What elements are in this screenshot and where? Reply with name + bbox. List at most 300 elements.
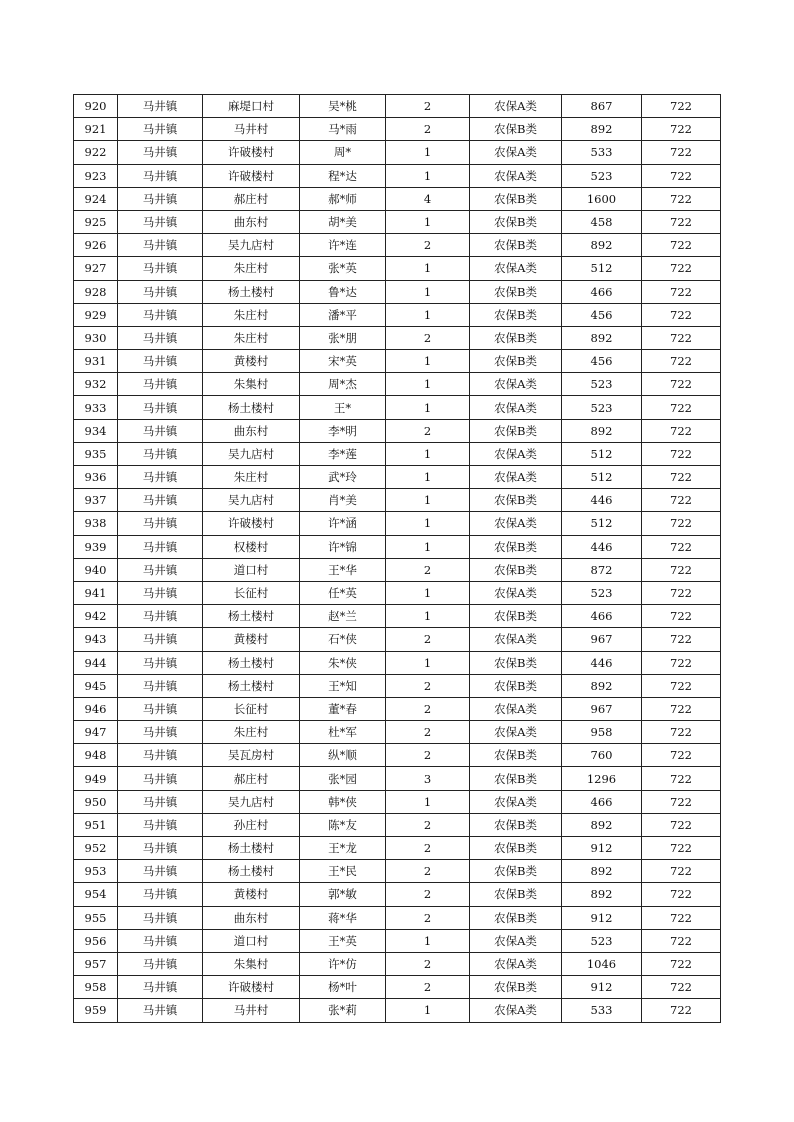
cell-standard: 722 — [642, 466, 721, 489]
cell-category: 农保B类 — [470, 906, 562, 929]
cell-standard: 722 — [642, 512, 721, 535]
cell-count: 1 — [386, 373, 470, 396]
cell-count: 1 — [386, 535, 470, 558]
cell-town: 马井镇 — [118, 790, 203, 813]
cell-town: 马井镇 — [118, 999, 203, 1022]
cell-town: 马井镇 — [118, 118, 203, 141]
cell-standard: 722 — [642, 883, 721, 906]
cell-name: 李*明 — [300, 419, 386, 442]
table-row — [74, 187, 721, 210]
cell-amount: 512 — [562, 442, 642, 465]
cell-count: 2 — [386, 976, 470, 999]
cell-category: 农保A类 — [470, 512, 562, 535]
table-row — [74, 651, 721, 674]
cell-village: 长征村 — [203, 581, 300, 604]
cell-standard: 722 — [642, 628, 721, 651]
cell-count: 4 — [386, 187, 470, 210]
cell-no: 925 — [74, 210, 118, 233]
cell-name: 潘*平 — [300, 303, 386, 326]
cell-count: 1 — [386, 651, 470, 674]
cell-no: 923 — [74, 164, 118, 187]
cell-no: 953 — [74, 860, 118, 883]
cell-village: 朱庄村 — [203, 303, 300, 326]
cell-town: 马井镇 — [118, 883, 203, 906]
cell-name: 吴*桃 — [300, 95, 386, 118]
cell-amount: 523 — [562, 396, 642, 419]
cell-count: 2 — [386, 721, 470, 744]
cell-village: 许破楼村 — [203, 512, 300, 535]
cell-village: 曲东村 — [203, 906, 300, 929]
cell-amount: 458 — [562, 210, 642, 233]
table-row — [74, 489, 721, 512]
table-row — [74, 141, 721, 164]
table-row — [74, 605, 721, 628]
cell-name: 任*英 — [300, 581, 386, 604]
table-row — [74, 837, 721, 860]
cell-amount: 1296 — [562, 767, 642, 790]
cell-no: 955 — [74, 906, 118, 929]
table-row — [74, 767, 721, 790]
cell-village: 朱庄村 — [203, 721, 300, 744]
cell-count: 2 — [386, 813, 470, 836]
cell-amount: 892 — [562, 326, 642, 349]
cell-amount: 872 — [562, 558, 642, 581]
cell-standard: 722 — [642, 837, 721, 860]
cell-village: 长征村 — [203, 697, 300, 720]
cell-amount: 466 — [562, 790, 642, 813]
cell-standard: 722 — [642, 280, 721, 303]
cell-village: 郝庄村 — [203, 187, 300, 210]
table-row — [74, 303, 721, 326]
cell-name: 董*春 — [300, 697, 386, 720]
cell-town: 马井镇 — [118, 326, 203, 349]
table-row — [74, 164, 721, 187]
cell-standard: 722 — [642, 419, 721, 442]
cell-amount: 533 — [562, 141, 642, 164]
cell-village: 曲东村 — [203, 419, 300, 442]
cell-category: 农保B类 — [470, 605, 562, 628]
cell-no: 920 — [74, 95, 118, 118]
cell-category: 农保A类 — [470, 95, 562, 118]
cell-name: 肖*美 — [300, 489, 386, 512]
cell-village: 孙庄村 — [203, 813, 300, 836]
cell-name: 蒋*华 — [300, 906, 386, 929]
table-row — [74, 535, 721, 558]
cell-name: 鲁*达 — [300, 280, 386, 303]
cell-no: 945 — [74, 674, 118, 697]
cell-name: 张*英 — [300, 257, 386, 280]
cell-name: 王*英 — [300, 929, 386, 952]
cell-amount: 523 — [562, 373, 642, 396]
cell-amount: 456 — [562, 303, 642, 326]
cell-village: 黄楼村 — [203, 883, 300, 906]
cell-town: 马井镇 — [118, 512, 203, 535]
cell-name: 李*莲 — [300, 442, 386, 465]
cell-town: 马井镇 — [118, 837, 203, 860]
cell-name: 周* — [300, 141, 386, 164]
cell-standard: 722 — [642, 952, 721, 975]
cell-village: 杨土楼村 — [203, 396, 300, 419]
cell-no: 958 — [74, 976, 118, 999]
table-row — [74, 95, 721, 118]
cell-name: 石*侠 — [300, 628, 386, 651]
cell-category: 农保A类 — [470, 373, 562, 396]
cell-name: 王*龙 — [300, 837, 386, 860]
cell-name: 王* — [300, 396, 386, 419]
cell-count: 1 — [386, 210, 470, 233]
table-row — [74, 813, 721, 836]
cell-name: 许*锦 — [300, 535, 386, 558]
cell-amount: 446 — [562, 651, 642, 674]
cell-no: 935 — [74, 442, 118, 465]
cell-no: 938 — [74, 512, 118, 535]
cell-town: 马井镇 — [118, 466, 203, 489]
cell-category: 农保B类 — [470, 187, 562, 210]
cell-amount: 967 — [562, 628, 642, 651]
cell-no: 948 — [74, 744, 118, 767]
table-row — [74, 906, 721, 929]
table-row — [74, 210, 721, 233]
cell-village: 权楼村 — [203, 535, 300, 558]
cell-category: 农保A类 — [470, 466, 562, 489]
cell-village: 马井村 — [203, 999, 300, 1022]
cell-amount: 512 — [562, 257, 642, 280]
cell-standard: 722 — [642, 326, 721, 349]
cell-village: 道口村 — [203, 558, 300, 581]
cell-village: 道口村 — [203, 929, 300, 952]
cell-no: 941 — [74, 581, 118, 604]
table-row — [74, 373, 721, 396]
cell-standard: 722 — [642, 999, 721, 1022]
cell-count: 2 — [386, 906, 470, 929]
cell-town: 马井镇 — [118, 373, 203, 396]
cell-count: 2 — [386, 419, 470, 442]
cell-village: 杨土楼村 — [203, 860, 300, 883]
cell-name: 许*连 — [300, 234, 386, 257]
cell-amount: 466 — [562, 605, 642, 628]
cell-amount: 912 — [562, 906, 642, 929]
cell-standard: 722 — [642, 929, 721, 952]
table-row — [74, 396, 721, 419]
cell-no: 933 — [74, 396, 118, 419]
cell-no: 954 — [74, 883, 118, 906]
cell-village: 麻堤口村 — [203, 95, 300, 118]
cell-name: 程*达 — [300, 164, 386, 187]
cell-village: 许破楼村 — [203, 141, 300, 164]
cell-category: 农保B类 — [470, 303, 562, 326]
cell-category: 农保B类 — [470, 744, 562, 767]
table-row — [74, 466, 721, 489]
cell-village: 吴瓦房村 — [203, 744, 300, 767]
cell-standard: 722 — [642, 744, 721, 767]
cell-name: 陈*友 — [300, 813, 386, 836]
cell-count: 1 — [386, 999, 470, 1022]
table-row — [74, 721, 721, 744]
cell-category: 农保A类 — [470, 929, 562, 952]
cell-category: 农保A类 — [470, 141, 562, 164]
cell-standard: 722 — [642, 906, 721, 929]
cell-standard: 722 — [642, 976, 721, 999]
cell-count: 1 — [386, 489, 470, 512]
cell-standard: 722 — [642, 210, 721, 233]
cell-category: 农保B类 — [470, 210, 562, 233]
cell-standard: 722 — [642, 674, 721, 697]
table-row — [74, 697, 721, 720]
cell-town: 马井镇 — [118, 744, 203, 767]
cell-category: 农保B类 — [470, 674, 562, 697]
cell-standard: 722 — [642, 350, 721, 373]
cell-no: 951 — [74, 813, 118, 836]
cell-category: 农保A类 — [470, 581, 562, 604]
cell-count: 1 — [386, 605, 470, 628]
cell-count: 1 — [386, 581, 470, 604]
cell-amount: 892 — [562, 674, 642, 697]
cell-category: 农保A类 — [470, 442, 562, 465]
cell-category: 农保A类 — [470, 790, 562, 813]
cell-village: 朱集村 — [203, 373, 300, 396]
cell-name: 张*园 — [300, 767, 386, 790]
cell-name: 武*玲 — [300, 466, 386, 489]
cell-amount: 892 — [562, 883, 642, 906]
cell-no: 928 — [74, 280, 118, 303]
cell-category: 农保A类 — [470, 697, 562, 720]
cell-standard: 722 — [642, 95, 721, 118]
cell-no: 939 — [74, 535, 118, 558]
cell-town: 马井镇 — [118, 581, 203, 604]
cell-town: 马井镇 — [118, 95, 203, 118]
cell-town: 马井镇 — [118, 674, 203, 697]
cell-standard: 722 — [642, 141, 721, 164]
cell-no: 957 — [74, 952, 118, 975]
cell-amount: 892 — [562, 813, 642, 836]
cell-standard: 722 — [642, 860, 721, 883]
cell-town: 马井镇 — [118, 628, 203, 651]
cell-village: 马井村 — [203, 118, 300, 141]
cell-name: 杨*叶 — [300, 976, 386, 999]
cell-no: 943 — [74, 628, 118, 651]
cell-town: 马井镇 — [118, 141, 203, 164]
cell-count: 2 — [386, 744, 470, 767]
cell-count: 2 — [386, 95, 470, 118]
cell-village: 黄楼村 — [203, 628, 300, 651]
table-row — [74, 674, 721, 697]
cell-amount: 523 — [562, 581, 642, 604]
cell-category: 农保B类 — [470, 234, 562, 257]
cell-no: 937 — [74, 489, 118, 512]
table-row — [74, 442, 721, 465]
cell-no: 930 — [74, 326, 118, 349]
cell-no: 921 — [74, 118, 118, 141]
cell-amount: 466 — [562, 280, 642, 303]
cell-no: 946 — [74, 697, 118, 720]
cell-standard: 722 — [642, 721, 721, 744]
cell-name: 杜*军 — [300, 721, 386, 744]
cell-village: 杨土楼村 — [203, 837, 300, 860]
cell-category: 农保A类 — [470, 164, 562, 187]
cell-village: 杨土楼村 — [203, 651, 300, 674]
cell-town: 马井镇 — [118, 558, 203, 581]
cell-town: 马井镇 — [118, 605, 203, 628]
cell-name: 王*民 — [300, 860, 386, 883]
table-row — [74, 419, 721, 442]
cell-name: 宋*英 — [300, 350, 386, 373]
cell-amount: 867 — [562, 95, 642, 118]
cell-town: 马井镇 — [118, 419, 203, 442]
cell-village: 朱庄村 — [203, 257, 300, 280]
cell-no: 952 — [74, 837, 118, 860]
cell-town: 马井镇 — [118, 697, 203, 720]
cell-town: 马井镇 — [118, 929, 203, 952]
table-row — [74, 280, 721, 303]
cell-amount: 512 — [562, 512, 642, 535]
cell-count: 1 — [386, 164, 470, 187]
cell-category: 农保B类 — [470, 813, 562, 836]
cell-standard: 722 — [642, 535, 721, 558]
cell-standard: 722 — [642, 187, 721, 210]
cell-town: 马井镇 — [118, 164, 203, 187]
table-row — [74, 628, 721, 651]
cell-no: 940 — [74, 558, 118, 581]
cell-village: 郝庄村 — [203, 767, 300, 790]
table-row — [74, 118, 721, 141]
cell-amount: 523 — [562, 929, 642, 952]
cell-no: 929 — [74, 303, 118, 326]
cell-category: 农保B类 — [470, 118, 562, 141]
cell-name: 许*涵 — [300, 512, 386, 535]
table-row — [74, 581, 721, 604]
cell-standard: 722 — [642, 234, 721, 257]
cell-standard: 722 — [642, 813, 721, 836]
cell-standard: 722 — [642, 558, 721, 581]
cell-count: 1 — [386, 303, 470, 326]
cell-town: 马井镇 — [118, 257, 203, 280]
cell-category: 农保B类 — [470, 326, 562, 349]
table-row — [74, 512, 721, 535]
cell-category: 农保A类 — [470, 721, 562, 744]
cell-town: 马井镇 — [118, 396, 203, 419]
cell-count: 3 — [386, 767, 470, 790]
table-row — [74, 558, 721, 581]
table-row — [74, 744, 721, 767]
cell-village: 吴九店村 — [203, 234, 300, 257]
cell-amount: 760 — [562, 744, 642, 767]
table-row — [74, 257, 721, 280]
cell-name: 许*仿 — [300, 952, 386, 975]
cell-village: 黄楼村 — [203, 350, 300, 373]
cell-town: 马井镇 — [118, 187, 203, 210]
cell-name: 纵*顺 — [300, 744, 386, 767]
cell-no: 932 — [74, 373, 118, 396]
table-row — [74, 790, 721, 813]
cell-name: 张*莉 — [300, 999, 386, 1022]
cell-category: 农保B类 — [470, 280, 562, 303]
cell-count: 2 — [386, 860, 470, 883]
cell-standard: 722 — [642, 164, 721, 187]
cell-village: 杨土楼村 — [203, 605, 300, 628]
cell-town: 马井镇 — [118, 976, 203, 999]
cell-category: 农保A类 — [470, 952, 562, 975]
cell-name: 赵*兰 — [300, 605, 386, 628]
cell-town: 马井镇 — [118, 952, 203, 975]
cell-count: 1 — [386, 280, 470, 303]
cell-category: 农保B类 — [470, 976, 562, 999]
cell-amount: 446 — [562, 535, 642, 558]
cell-standard: 722 — [642, 303, 721, 326]
cell-category: 农保A类 — [470, 628, 562, 651]
cell-count: 2 — [386, 326, 470, 349]
cell-count: 1 — [386, 257, 470, 280]
table-row — [74, 883, 721, 906]
cell-count: 1 — [386, 141, 470, 164]
cell-town: 马井镇 — [118, 489, 203, 512]
cell-amount: 533 — [562, 999, 642, 1022]
cell-amount: 958 — [562, 721, 642, 744]
cell-standard: 722 — [642, 581, 721, 604]
cell-count: 1 — [386, 350, 470, 373]
cell-name: 张*朋 — [300, 326, 386, 349]
cell-name: 胡*美 — [300, 210, 386, 233]
cell-count: 2 — [386, 558, 470, 581]
cell-category: 农保B类 — [470, 419, 562, 442]
cell-village: 吴九店村 — [203, 790, 300, 813]
cell-town: 马井镇 — [118, 906, 203, 929]
cell-village: 曲东村 — [203, 210, 300, 233]
table-row — [74, 860, 721, 883]
table-row — [74, 976, 721, 999]
cell-category: 农保B类 — [470, 767, 562, 790]
table-row — [74, 999, 721, 1022]
table-row — [74, 234, 721, 257]
cell-category: 农保B类 — [470, 651, 562, 674]
cell-town: 马井镇 — [118, 860, 203, 883]
cell-amount: 967 — [562, 697, 642, 720]
cell-count: 2 — [386, 674, 470, 697]
cell-town: 马井镇 — [118, 303, 203, 326]
cell-count: 2 — [386, 883, 470, 906]
cell-category: 农保B类 — [470, 883, 562, 906]
table-row — [74, 326, 721, 349]
cell-standard: 722 — [642, 767, 721, 790]
cell-category: 农保B类 — [470, 860, 562, 883]
cell-count: 2 — [386, 952, 470, 975]
cell-count: 1 — [386, 512, 470, 535]
cell-no: 949 — [74, 767, 118, 790]
cell-standard: 722 — [642, 257, 721, 280]
cell-category: 农保A类 — [470, 257, 562, 280]
cell-town: 马井镇 — [118, 767, 203, 790]
cell-name: 马*雨 — [300, 118, 386, 141]
cell-amount: 446 — [562, 489, 642, 512]
cell-count: 2 — [386, 628, 470, 651]
cell-count: 2 — [386, 837, 470, 860]
cell-category: 农保B类 — [470, 350, 562, 373]
cell-no: 927 — [74, 257, 118, 280]
cell-category: 农保B类 — [470, 558, 562, 581]
cell-amount: 912 — [562, 837, 642, 860]
cell-category: 农保B类 — [470, 489, 562, 512]
cell-standard: 722 — [642, 489, 721, 512]
cell-standard: 722 — [642, 373, 721, 396]
cell-standard: 722 — [642, 442, 721, 465]
cell-standard: 722 — [642, 118, 721, 141]
cell-village: 杨土楼村 — [203, 674, 300, 697]
cell-no: 924 — [74, 187, 118, 210]
cell-town: 马井镇 — [118, 234, 203, 257]
cell-no: 944 — [74, 651, 118, 674]
data-table — [73, 94, 721, 1023]
cell-name: 王*知 — [300, 674, 386, 697]
cell-name: 郭*敏 — [300, 883, 386, 906]
